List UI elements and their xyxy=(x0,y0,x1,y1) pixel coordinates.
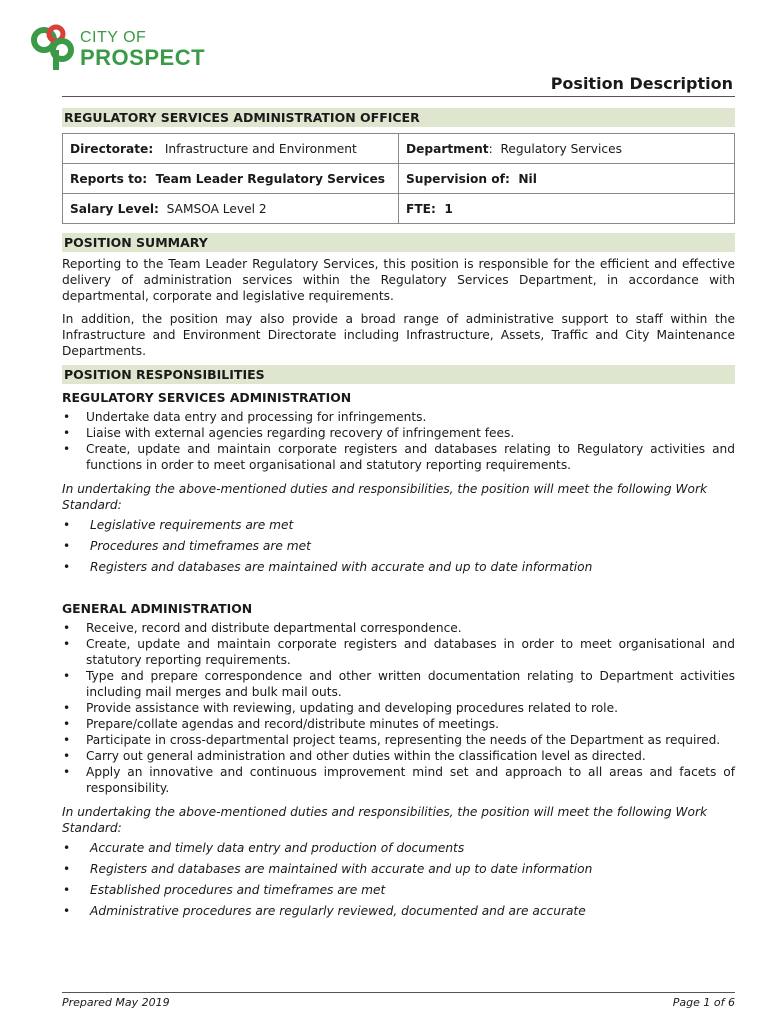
list-item: • Receive, record and distribute departmental correspondence. xyxy=(62,620,735,636)
duties-list xyxy=(62,620,735,796)
work-standard-intro: In undertaking the above-mentioned duties and responsibilities, the position will meet the following Work Standard: xyxy=(62,482,708,512)
document-body xyxy=(62,108,735,922)
info-row xyxy=(63,194,735,224)
list-item: • Administrative procedures are regularly reviewed, documented and are accurate xyxy=(62,901,735,922)
city-of-prospect-logo xyxy=(30,22,220,74)
salary-value: SAMSOA Level 2 xyxy=(166,201,267,216)
list-item: • Registers and databases are maintained with accurate and up to date information xyxy=(62,859,735,880)
section-title: GENERAL ADMINISTRATION xyxy=(62,601,253,616)
list-item: • Provide assistance with reviewing, updating and developing procedures related to role. xyxy=(62,700,735,716)
summary-paragraph: Reporting to the Team Leader Regulatory Services, this position is responsible for the efficient and effective delivery of administration services within the Regulatory Services Department, in accordance with departmental, corporate and legislative requirements. xyxy=(62,257,735,303)
salary-label: Salary Level: xyxy=(70,201,159,216)
supervision-value: Nil xyxy=(518,171,537,186)
supervision-cell xyxy=(399,164,735,194)
footer-prepared-date: Prepared May 2019 xyxy=(62,996,170,1009)
list-item: • Procedures and timeframes are met xyxy=(62,536,735,557)
directorate-cell xyxy=(63,134,399,164)
fte-label: FTE: xyxy=(406,201,436,216)
duties-list xyxy=(62,409,735,473)
list-item: • Create, update and maintain corporate registers and databases relating to Regulatory activities and functions in order to meet organisational and statutory reporting requirements. xyxy=(62,441,735,473)
work-standard-intro: In undertaking the above-mentioned duties and responsibilities, the position will meet the following Work Standard: xyxy=(62,805,708,835)
fte-cell xyxy=(399,194,735,224)
list-item: • Apply an innovative and continuous improvement mind set and approach to all areas and facets of responsibility. xyxy=(62,764,735,796)
title-divider xyxy=(62,96,735,97)
supervision-label: Supervision of: xyxy=(406,171,510,186)
footer-divider xyxy=(62,992,735,993)
reports-to-cell xyxy=(63,164,399,194)
work-standards-list xyxy=(62,838,735,922)
directorate-value: Infrastructure and Environment xyxy=(164,141,357,156)
position-responsibilities-heading: POSITION RESPONSIBILITIES xyxy=(62,365,735,384)
department-label: Department xyxy=(406,141,489,156)
department-cell: Department: Regulatory Services xyxy=(399,134,735,164)
document-title: Position Description xyxy=(550,74,733,93)
work-standards-list xyxy=(62,515,735,578)
logo-line1: CITY OF xyxy=(80,29,147,46)
directorate-label: Directorate: xyxy=(70,141,154,156)
list-item: • Type and prepare correspondence and other written documentation relating to Department activities including mail merges and bulk mail outs. xyxy=(62,668,735,700)
list-item: • Established procedures and timeframes are met xyxy=(62,880,735,901)
position-summary-heading: POSITION SUMMARY xyxy=(62,233,735,252)
position-title-band: REGULATORY SERVICES ADMINISTRATION OFFICER xyxy=(62,108,735,127)
list-item: • Liaise with external agencies regarding recovery of infringement fees. xyxy=(62,425,735,441)
list-item: • Accurate and timely data entry and production of documents xyxy=(62,838,735,859)
list-item: • Legislative requirements are met xyxy=(62,515,735,536)
list-item: • Registers and databases are maintained with accurate and up to date information xyxy=(62,557,735,578)
logo-mark-icon xyxy=(30,24,80,74)
list-item: • Create, update and maintain corporate registers and databases in order to meet organisational and statutory reporting requirements. xyxy=(62,636,735,668)
summary-paragraph: In addition, the position may also provide a broad range of administrative support to staff within the Infrastructure and Environment Directorate including Infrastructure, Assets, Traffic and City Maintenance Departments. xyxy=(62,312,735,358)
fte-value: 1 xyxy=(444,201,453,216)
reports-to-value: Team Leader Regulatory Services xyxy=(155,171,386,186)
list-item: • Undertake data entry and processing for infringements. xyxy=(62,409,735,425)
position-info-table xyxy=(62,133,735,224)
list-item: • Prepare/collate agendas and record/distribute minutes of meetings. xyxy=(62,716,735,732)
section-title: REGULATORY SERVICES ADMINISTRATION xyxy=(62,390,352,405)
info-row xyxy=(63,134,735,164)
salary-cell xyxy=(63,194,399,224)
list-item: • Carry out general administration and other duties within the classification level as directed. xyxy=(62,748,735,764)
info-row xyxy=(63,164,735,194)
list-item: • Participate in cross-departmental project teams, representing the needs of the Department as required. xyxy=(62,732,735,748)
footer-page-number: Page 1 of 6 xyxy=(672,996,735,1009)
logo-line2: PROSPECT xyxy=(80,45,206,70)
department-value: Regulatory Services xyxy=(500,141,622,156)
reports-to-label: Reports to: xyxy=(70,171,148,186)
